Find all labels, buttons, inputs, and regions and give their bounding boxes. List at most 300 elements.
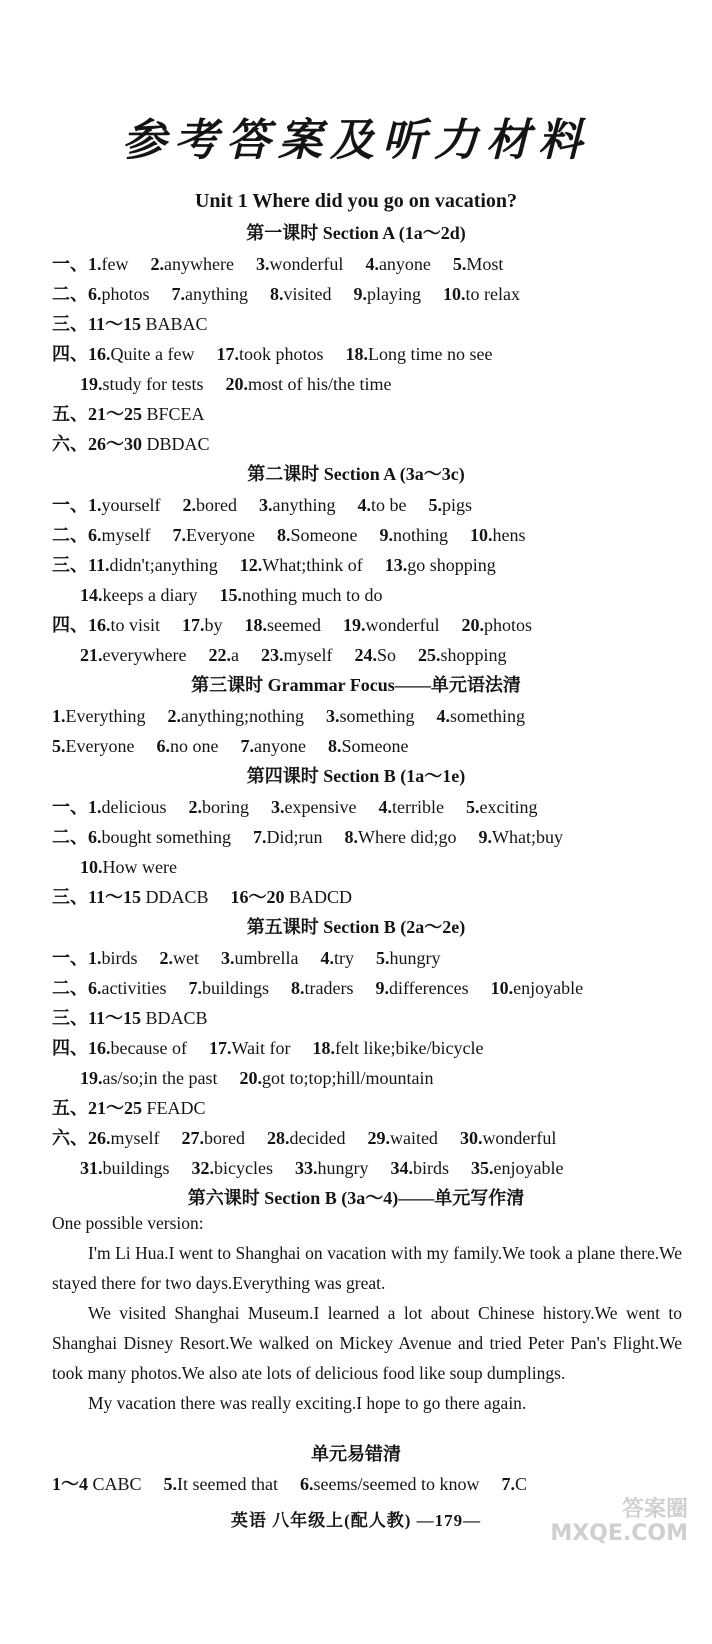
answer-number: 5. [452,254,467,274]
lesson-heading: 第一课时 Section A (1a～2d) [246,223,466,243]
answer-text: wonderful [269,254,344,274]
answer-item [80,857,177,877]
answer-item [52,1038,187,1058]
answer-text: got to;top;hill/mountain [262,1068,434,1088]
answer-item [80,1158,170,1178]
answer-text: by [204,615,223,635]
answer-number: 9. [353,284,368,304]
answer-text: photos [101,284,150,304]
answer-item [271,797,356,817]
answer-item [471,1158,563,1178]
answer-text: go shopping [407,555,496,575]
answer-number: 1. [52,706,66,726]
answer-item [160,948,200,968]
answer-row [52,1093,702,1123]
answer-text: hens [492,525,526,545]
answer-number: 5. [163,1474,178,1494]
answer-item [182,1128,245,1148]
answer-text: buildings [102,1158,170,1178]
answer-text: BABAC [145,314,208,334]
answer-number: 30. [459,1128,483,1148]
review-heading: 单元易错清 [311,1444,401,1464]
answer-text: didn't;anything [109,555,218,575]
answer-number: 7. [240,736,254,756]
answer-text: enjoyable [513,978,584,998]
answer-text: traders [304,978,354,998]
lesson-heading: 第二课时 Section A (3a～3c) [247,464,465,484]
answer-number: 1～4 [52,1474,93,1494]
answer-row [52,249,702,279]
answer-item [365,254,430,274]
answer-text: activities [101,978,167,998]
answer-item [52,1008,208,1028]
answer-text: myself [283,645,333,665]
answer-item [460,1128,556,1148]
answer-text: waited [389,1128,438,1148]
answer-text: bicycles [214,1158,273,1178]
answer-item [192,1158,273,1178]
answer-number: 5. [375,948,390,968]
answer-item [52,706,145,726]
answer-row [52,882,702,912]
answer-row [52,490,702,520]
answer-item [240,555,363,575]
answer-number: 13. [384,555,408,575]
answer-number: 二、6. [52,827,102,847]
answer-number: 2. [150,254,164,274]
answer-text: decided [289,1128,346,1148]
answer-number: 四、16. [52,615,111,635]
answer-item [52,1128,160,1148]
answer-text: birds [413,1158,449,1178]
lesson-heading: 第五课时 Section B (2a～2e) [246,917,466,937]
answer-number: 7. [501,1474,515,1494]
answer-row [52,973,702,1003]
answer-number: 20. [239,1068,262,1088]
answer-number: 7. [171,284,186,304]
lesson-heading: 第六课时 Section B (3a～4)——单元写作清 [187,1188,525,1208]
answer-text: anyone [378,254,431,274]
answer-row [52,640,702,670]
answer-row [52,792,702,822]
answer-number: 六、26. [52,1128,111,1148]
answer-item [208,645,239,665]
answer-item [375,978,468,998]
answer-text: wonderful [482,1128,557,1148]
answer-item [219,585,382,605]
answer-item [156,736,218,756]
answer-row [52,610,702,640]
answer-number: 17. [216,344,239,364]
answer-number: 32. [191,1158,215,1178]
answer-text: anything [185,284,249,304]
answer-item [189,797,250,817]
answer-text: anything [272,495,336,515]
answer-row [52,1003,702,1033]
answer-number: 33. [295,1158,318,1178]
answer-number: 8. [270,284,284,304]
answer-item [245,615,321,635]
answer-number: 17. [208,1038,232,1058]
answer-text: to relax [465,284,520,304]
answer-number: 23. [260,645,284,665]
answer-text: Long time no see [367,344,493,364]
answer-item [470,525,526,545]
answer-item [52,314,208,334]
answer-item [461,615,532,635]
answer-number: 六、26～30 [52,434,147,454]
answer-number: 一、1. [52,948,102,968]
answer-item [150,254,233,274]
answer-item [253,827,323,847]
answer-number: 8. [327,736,342,756]
answer-item [221,948,298,968]
answer-number: 18. [345,344,368,364]
answer-item [320,948,354,968]
answer-item [300,1474,479,1494]
answer-number: 18. [244,615,268,635]
answer-text: boring [202,797,249,817]
answer-number: 四、16. [52,1038,111,1058]
answer-item [478,827,562,847]
answer-text: Quite a few [110,344,195,364]
answer-text: FEADC [146,1098,206,1118]
answer-number: 22. [208,645,231,665]
answer-text: It seemed that [177,1474,278,1494]
answer-number: 19. [80,1068,103,1088]
answer-item [343,615,439,635]
answer-number: 10. [80,857,103,877]
answer-text: no one [169,736,219,756]
answer-row [52,822,702,852]
answer-row [52,852,702,882]
answer-number: 2. [167,706,181,726]
answer-item [167,706,304,726]
answer-text: BFCEA [146,404,205,424]
answer-text: Someone [341,736,409,756]
answer-text: anywhere [163,254,234,274]
answer-text: expensive [284,797,357,817]
answer-number: 四、16. [52,344,111,364]
answer-row [52,339,702,369]
answer-text: enjoyable [493,1158,564,1178]
answer-number: 2. [159,948,173,968]
answer-text: playing [367,284,422,304]
answer-text: differences [388,978,469,998]
answer-text: everywhere [102,645,187,665]
answer-text: BDACB [145,1008,208,1028]
answer-item [277,525,358,545]
answer-item [378,797,443,817]
answer-number: 19. [80,374,103,394]
answer-item [357,495,406,515]
answer-item [52,736,134,756]
answer-number: 21. [80,645,103,665]
answer-item [354,284,422,304]
answer-item [80,1068,218,1088]
answer-text: study for tests [102,374,204,394]
answer-item [216,344,323,364]
answer-item [418,645,507,665]
answer-text: most of his/the time [248,374,392,394]
essay-lead: One possible version: [52,1213,204,1233]
essay-paragraph: My vacation there was really exciting.I hope to go there again. [88,1393,527,1413]
answer-number: 2. [188,797,202,817]
answer-item [259,495,336,515]
answer-number: 8. [291,978,305,998]
answer-text: umbrella [234,948,299,968]
watermark-logo: 答案圈 MXQE.COM [550,1497,688,1546]
answer-number: 一、1. [52,254,102,274]
answer-text: hungry [389,948,441,968]
answer-item [182,495,236,515]
answer-text: seemed [267,615,321,635]
answer-row [52,701,702,731]
answer-text: shopping [440,645,507,665]
answer-number: 7. [172,525,186,545]
answer-text: wonderful [365,615,440,635]
lesson-heading: 第四课时 Section B (1a～1e) [246,766,466,786]
answer-number: 14. [80,585,103,605]
answer-text: felt like;bike/bicycle [335,1038,484,1058]
page-footer: 英语 八年级上(配人教) —179— [230,1511,482,1530]
answer-item [379,525,448,545]
answer-text: wet [173,948,199,968]
essay-paragraph: We visited Shanghai Museum.I learned a lot about Chinese history.We went to Shanghai Disney Resort.We walked on Mickey Avenue and tried Peter Pan's Flight.We took many photos.We also ate lots of delicious food like soup dumplings. [52,1303,682,1383]
answer-row [52,1153,702,1183]
answer-row [52,1033,702,1063]
answer-text: hungry [317,1158,369,1178]
answer-number: 5. [52,736,66,756]
answer-text: birds [101,948,138,968]
answer-number: 5. [428,495,442,515]
answer-number: 35. [471,1158,494,1178]
sample-essay [52,1208,682,1418]
answer-item [256,254,343,274]
answer-text: BADCD [289,887,353,907]
answer-item [52,555,218,575]
answer-text: DBDAC [146,434,210,454]
answer-item [164,1474,278,1494]
answer-number: 20. [461,615,484,635]
answer-number: 一、1. [52,495,102,515]
answer-item [328,736,409,756]
answer-number: 4. [320,948,334,968]
answer-text: exciting [479,797,538,817]
answer-item [295,1158,369,1178]
answer-item [52,404,205,424]
answer-number: 12. [239,555,263,575]
answer-number: 20. [225,374,248,394]
answer-item [209,1038,291,1058]
answer-text: because of [110,1038,187,1058]
answer-row [52,550,702,580]
answer-row [52,1063,702,1093]
answer-number: 7. [253,827,267,847]
answer-text: Someone [290,525,358,545]
answer-item [80,645,186,665]
answer-number: 2. [182,495,196,515]
answer-number: 29. [367,1128,390,1148]
answer-number: 3. [271,797,285,817]
answer-item [52,827,231,847]
answer-number: 二、6. [52,284,102,304]
answer-number: 5. [465,797,480,817]
answer-item [267,1128,345,1148]
answer-number: 18. [312,1038,335,1058]
answer-number: 一、1. [52,797,102,817]
answer-row [52,429,702,459]
answer-item [52,344,194,364]
answer-item [240,736,305,756]
answer-item [354,645,396,665]
answer-text: How were [102,857,177,877]
answer-item [466,797,537,817]
answer-number: 8. [344,827,358,847]
answer-number: 16～20 [230,887,290,907]
answer-text: anyone [253,736,306,756]
answer-row [52,520,702,550]
answer-row [52,943,702,973]
answer-number: 三、11～15 [52,1008,146,1028]
answer-number: 6. [156,736,170,756]
answer-item [52,797,167,817]
answer-text: Everything [65,706,146,726]
answer-item [261,645,333,665]
answer-text: nothing much to do [241,585,383,605]
answer-row [52,731,702,761]
answer-item [52,948,138,968]
answer-item [52,434,210,454]
answer-text: few [101,254,129,274]
answer-item [52,615,160,635]
answer-item [443,284,520,304]
answer-text: What;buy [491,827,563,847]
answer-number: 9. [375,978,389,998]
answer-text: pigs [441,495,472,515]
answer-text: seems/seemed to know [313,1474,480,1494]
answer-number: 三、11～15 [52,887,146,907]
answer-item [182,615,223,635]
answer-text: bought something [101,827,231,847]
answer-item [52,1474,142,1494]
answer-item [345,827,457,847]
answer-number: 10. [443,284,466,304]
answer-row [52,399,702,429]
answer-text: anything;nothing [180,706,304,726]
answer-number: 8. [276,525,291,545]
review-answers [52,1470,549,1496]
answer-text: took photos [238,344,324,364]
answer-number: 4. [378,797,392,817]
answer-item [231,887,353,907]
answer-number: 二、6. [52,978,102,998]
answer-item [52,887,209,907]
answer-item [385,555,496,575]
answer-item [173,525,255,545]
answer-number: 27. [181,1128,204,1148]
answer-text: something [339,706,415,726]
page-title: 参考答案及听力材料 [122,116,590,165]
answer-text: buildings [201,978,269,998]
answer-item [80,374,204,394]
answer-number: 三、11. [52,555,110,575]
answer-item [428,495,472,515]
answer-number: 五、21～25 [52,1098,147,1118]
unit-title: Unit 1 Where did you go on vacation? [194,190,518,212]
answer-number: 3. [255,254,270,274]
answer-item [376,948,441,968]
answer-number: 3. [325,706,340,726]
answer-text: Everyone [186,525,255,545]
essay-paragraph: I'm Li Hua.I went to Shanghai on vacation with my family.We took a plane there.We stayed there for two days.Everything was great. [52,1243,682,1293]
answer-item [172,284,249,304]
answer-item [501,1474,527,1494]
answer-item [52,525,151,545]
answer-number: 4. [436,706,450,726]
answer-item [188,978,269,998]
answer-number: 17. [182,615,205,635]
answer-text: photos [483,615,532,635]
answer-number: 31. [80,1158,103,1178]
answer-item [313,1038,484,1058]
answer-number: 10. [469,525,493,545]
answer-item [367,1128,437,1148]
answer-text: delicious [101,797,167,817]
answer-number: 10. [490,978,514,998]
answer-item [326,706,415,726]
answer-item [240,1068,434,1088]
answer-text: Did;run [266,827,323,847]
answer-text: to visit [110,615,161,635]
answer-row [52,580,702,610]
answer-item [80,585,197,605]
answer-text: visited [283,284,332,304]
answer-text: myself [101,525,151,545]
answer-number: 二、6. [52,525,102,545]
answer-item [491,978,583,998]
answer-text: myself [110,1128,160,1148]
answer-number: 28. [266,1128,290,1148]
answer-number: 五、21～25 [52,404,147,424]
answer-text: What;think of [262,555,363,575]
answer-item [345,344,492,364]
answer-number: 24. [354,645,377,665]
answer-number: 19. [343,615,366,635]
answer-number: 25. [417,645,441,665]
answer-number: 6. [300,1474,314,1494]
answer-text: So [376,645,396,665]
answer-number: 3. [258,495,273,515]
answer-item [226,374,392,394]
answer-text: a [230,645,239,665]
answer-row [52,309,702,339]
answer-number: 4. [365,254,379,274]
answer-text: bored [204,1128,245,1148]
answer-text: CABC [92,1474,142,1494]
answer-row [52,1123,702,1153]
answer-number: 3. [221,948,235,968]
answer-item [453,254,504,274]
answer-row [52,279,702,309]
answer-item [391,1158,450,1178]
answer-row [52,369,702,399]
answer-text: Everyone [65,736,135,756]
lesson-heading: 第三课时 Grammar Focus——单元语法清 [191,675,521,695]
answer-item [270,284,332,304]
answer-text: Most [466,254,504,274]
answer-number: 9. [478,827,492,847]
